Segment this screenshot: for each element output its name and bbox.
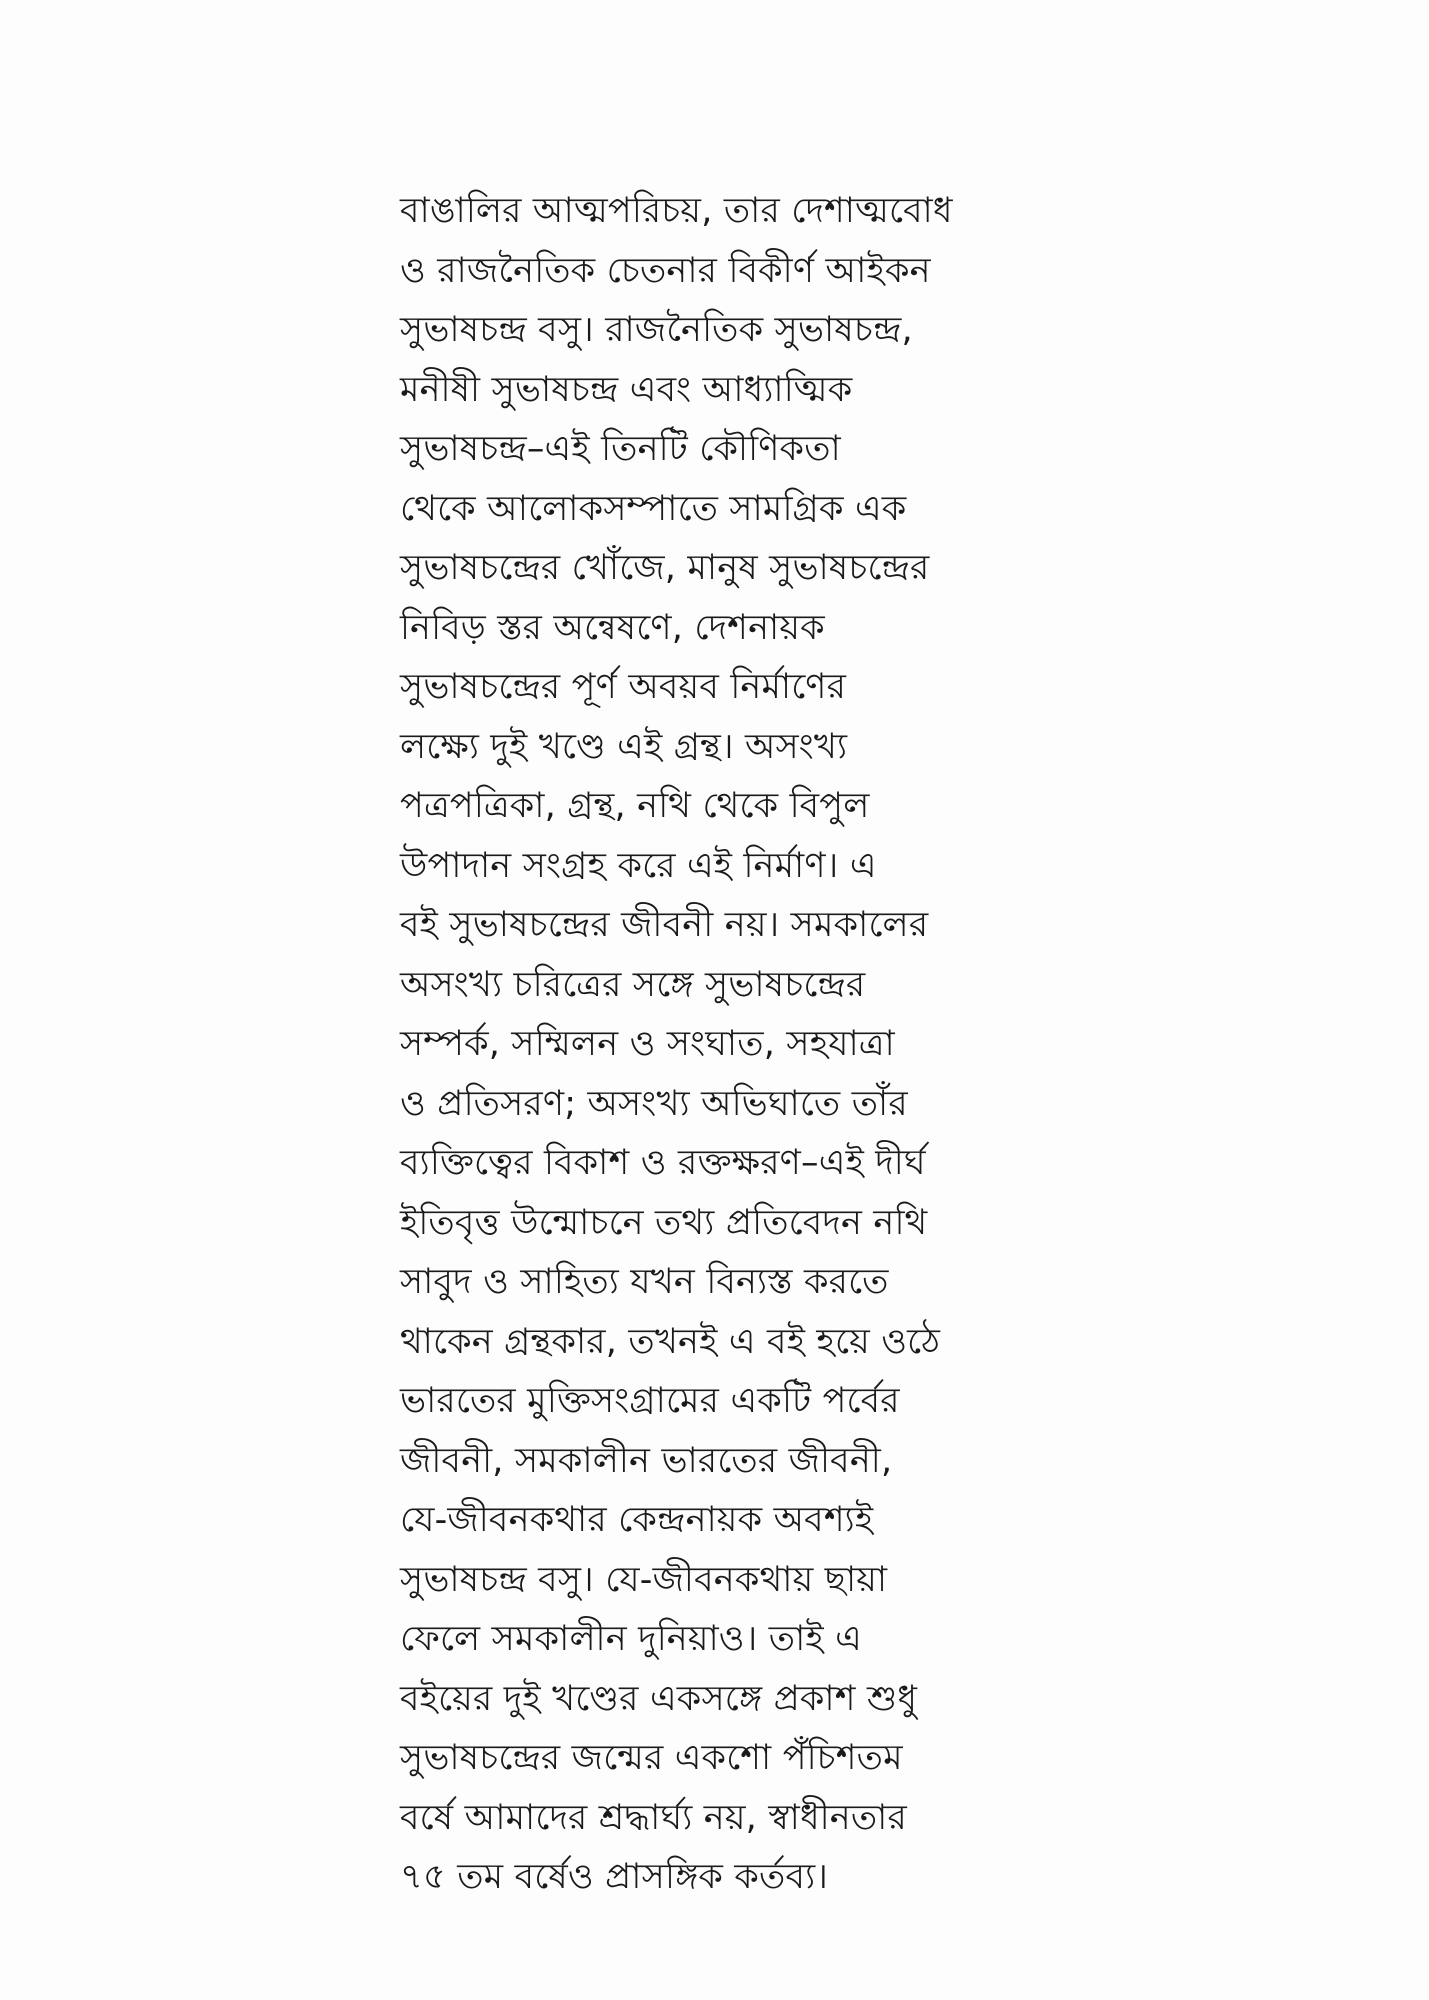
blurb-line: জীবনী, সমকালীন ভারতের জীবনী, bbox=[400, 1440, 893, 1481]
blurb-line: ৭৫ তম বর্ষেও প্রাসঙ্গিক কর্তব্য। bbox=[400, 1857, 829, 1897]
blurb-text bbox=[400, 182, 1000, 1962]
blurb-line: সুভাষচন্দ্রের খোঁজে, মানুষ সুভাষচন্দ্রের bbox=[400, 548, 930, 588]
blurb-line: সুভাষচন্দ্র বসু। যে-জীবনকথায় ছায়া bbox=[400, 1559, 888, 1600]
blurb-line: সুভাষচন্দ্রের পূর্ণ অবয়ব নির্মাণের bbox=[400, 667, 847, 707]
blurb-line: অসংখ্য চরিত্রের সঙ্গে সুভাষচন্দ্রের bbox=[400, 964, 866, 1005]
blurb-line: পত্রপত্রিকা, গ্রন্থ, নথি থেকে বিপুল bbox=[400, 786, 870, 826]
blurb-line: থাকেন গ্রন্থকার, তখনই এ বই হয়ে ওঠে bbox=[400, 1321, 941, 1362]
blurb-line: সুভাষচন্দ্রের জন্মের একশো পঁচিশতম bbox=[400, 1738, 903, 1778]
blurb-line: নিবিড় স্তর অন্বেষণে, দেশনায়ক bbox=[400, 607, 825, 648]
blurb-line: ভারতের মুক্তিসংগ্রামের একটি পর্বের bbox=[400, 1381, 900, 1421]
blurb-line: সম্পর্ক, সম্মিলন ও সংঘাত, সহযাত্রা bbox=[400, 1024, 895, 1064]
blurb-line: বাঙালির আত্মপরিচয়, তার দেশাত্মবোধ bbox=[400, 191, 953, 231]
blurb-line: ব্যক্তিত্বের বিকাশ ও রক্তক্ষরণ–এই দীর্ঘ bbox=[400, 1143, 926, 1183]
blurb-line: ও প্রতিসরণ; অসংখ্য অভিঘাতে তাঁর bbox=[400, 1083, 908, 1124]
blurb-line: বইয়ের দুই খণ্ডের একসঙ্গে প্রকাশ শুধু bbox=[400, 1678, 918, 1719]
blurb-line: মনীষী সুভাষচন্দ্র এবং আধ্যাত্মিক bbox=[400, 369, 853, 410]
blurb-line: সুভাষচন্দ্র–এই তিনটি কৌণিকতা bbox=[400, 429, 841, 469]
blurb-line: উপাদান সংগ্রহ করে এই নির্মাণ। এ bbox=[400, 845, 877, 886]
blurb-line: ফেলে সমকালীন দুনিয়াও। তাই এ bbox=[400, 1619, 862, 1659]
blurb-line: ও রাজনৈতিক চেতনার বিকীর্ণ আইকন bbox=[400, 250, 931, 291]
blurb-line: থেকে আলোকসম্পাতে সামগ্রিক এক bbox=[400, 488, 907, 529]
blurb-line: ইতিবৃত্ত উন্মোচনে তথ্য প্রতিবেদন নথি bbox=[400, 1202, 928, 1243]
blurb-line: লক্ষ্যে দুই খণ্ডে এই গ্রন্থ। অসংখ্য bbox=[400, 726, 848, 767]
blurb-line: যে-জীবনকথার কেন্দ্রনায়ক অবশ্যই bbox=[400, 1500, 874, 1540]
blurb-line: বর্ষে আমাদের শ্রদ্ধার্ঘ্য নয়, স্বাধীনতার bbox=[400, 1797, 907, 1838]
blurb-line: সাবুদ ও সাহিত্য যখন বিন্যস্ত করতে bbox=[400, 1262, 889, 1302]
blurb-line: বই সুভাষচন্দ্রের জীবনী নয়। সমকালের bbox=[400, 905, 929, 945]
blurb-line: সুভাষচন্দ্র বসু। রাজনৈতিক সুভাষচন্দ্র, bbox=[400, 310, 913, 350]
